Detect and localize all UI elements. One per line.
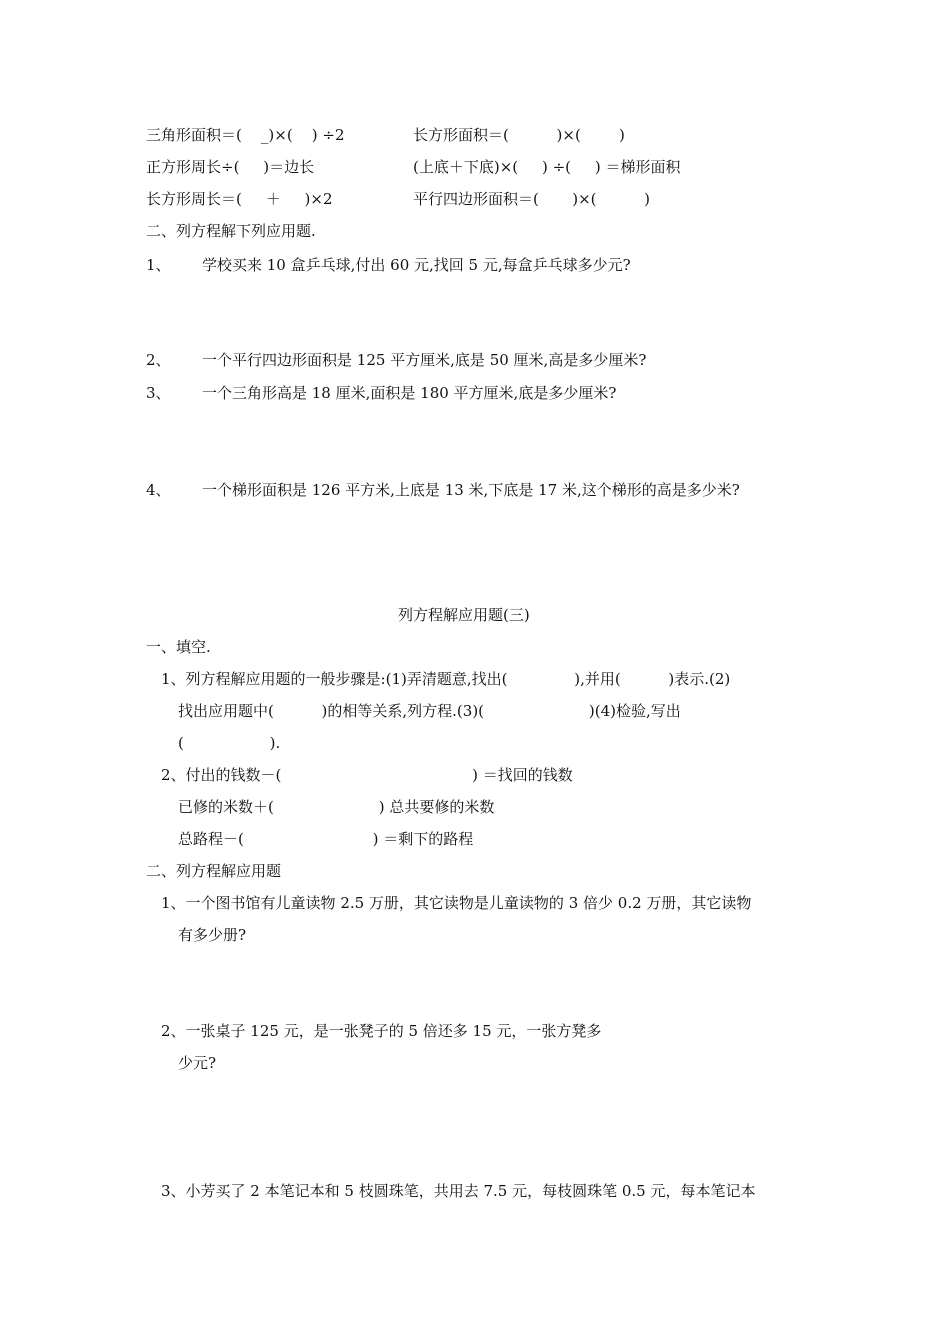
question-number-3: 3、 xyxy=(146,384,171,402)
question-number-2: 2、 xyxy=(146,351,171,369)
application-3-line-1: 3、小芳买了 2 本笔记本和 5 枝圆珠笔，共用去 7.5 元，每枝圆珠笔 0.5 元，每本笔记本 xyxy=(161,1182,756,1200)
formula-triangle-area: 三角形面积＝( _)×( ) ÷2 xyxy=(146,126,345,144)
application-2-line-2: 少元? xyxy=(178,1054,217,1072)
question-text-3: 一个三角形高是 18 厘米,面积是 180 平方厘米,底是多少厘米? xyxy=(202,384,617,402)
question-text-2: 一个平行四边形面积是 125 平方厘米,底是 50 厘米,高是多少厘米? xyxy=(202,351,647,369)
question-number-4: 4、 xyxy=(146,481,171,499)
fill-item-1-line-1: 1、列方程解应用题的一般步骤是:(1)弄清题意,找出( ),并用( )表示.(2) xyxy=(161,670,731,688)
section-heading-word-problems: 二、列方程解下列应用题. xyxy=(146,222,316,240)
fill-item-2-line-3: 总路程－( ) ＝剩下的路程 xyxy=(178,830,474,848)
question-text-1: 学校买来 10 盒乒乓球,付出 60 元,找回 5 元,每盒乒乓球多少元? xyxy=(202,256,631,274)
fill-blank-heading: 一、填空. xyxy=(146,638,211,656)
section-title: 列方程解应用题(三) xyxy=(398,606,530,624)
fill-item-2-line-2: 已修的米数＋( ) 总共要修的米数 xyxy=(178,798,495,816)
application-1-line-2: 有多少册? xyxy=(178,926,247,944)
formula-parallelogram-area: 平行四边形面积＝( )×( ) xyxy=(413,190,651,208)
question-text-4: 一个梯形面积是 126 平方米,上底是 13 米,下底是 17 米,这个梯形的高是多少米? xyxy=(202,481,740,499)
fill-item-2-line-1: 2、付出的钱数－( ) ＝找回的钱数 xyxy=(161,766,573,784)
question-number-1: 1、 xyxy=(146,256,171,274)
formula-rectangle-perimeter: 长方形周长＝( ＋ )×2 xyxy=(146,190,333,208)
application-2-line-1: 2、一张桌子 125 元，是一张凳子的 5 倍还多 15 元，一张方凳多 xyxy=(161,1022,602,1040)
application-1-line-1: 1、一个图书馆有儿童读物 2.5 万册，其它读物是儿童读物的 3 倍少 0.2 万册，其它读物 xyxy=(161,894,752,912)
application-heading: 二、列方程解应用题 xyxy=(146,862,282,880)
formula-rectangle-area: 长方形面积＝( )×( ) xyxy=(413,126,625,144)
formula-square-side: 正方形周长÷( )＝边长 xyxy=(146,158,315,176)
fill-item-1-line-2: 找出应用题中( )的相等关系,列方程.(3)( )(4)检验,写出 xyxy=(178,702,681,720)
fill-item-1-line-3: ( ). xyxy=(178,734,281,752)
formula-trapezoid-area: (上底＋下底)×( ) ÷( ) ＝梯形面积 xyxy=(413,158,681,176)
